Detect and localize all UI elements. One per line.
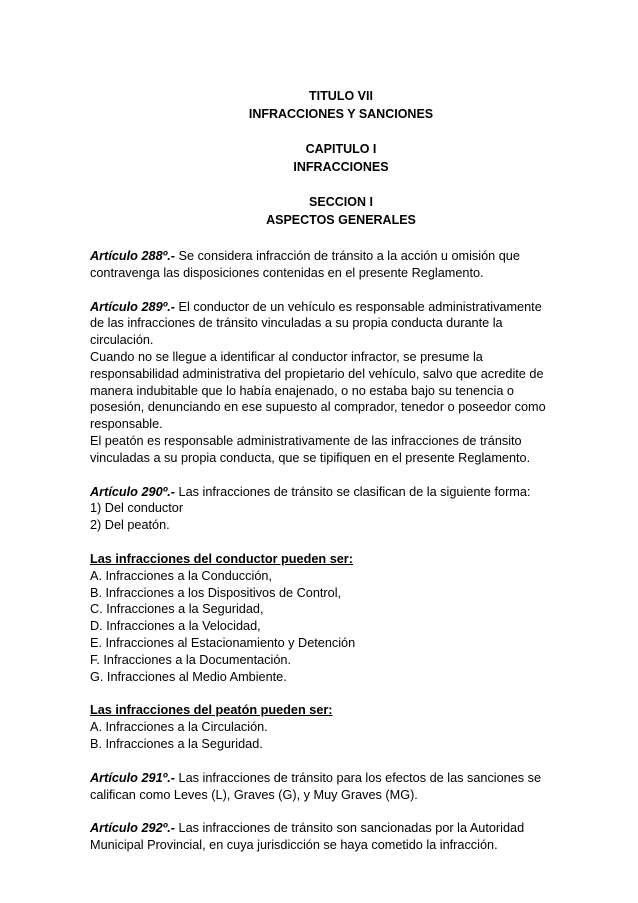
document-body xyxy=(90,248,552,854)
article-290-label: Artículo 290º.- xyxy=(90,484,176,499)
title-block xyxy=(90,87,552,123)
article-292-text: Las infracciones de tránsito son sancionadas por la Autoridad Municipal Provincial, en cuya jurisdicción se haya cometido la infracción. xyxy=(90,821,525,853)
list-item: A. Infracciones a la Circulación. xyxy=(90,720,268,735)
list-item: B. Infracciones a los Dispositivos de Control, xyxy=(90,585,342,600)
article-289-text-1: El conductor de un vehículo es responsable administrativamente de las infracciones de tránsito vinculadas a su propia conducta durante la circulación. xyxy=(90,299,542,348)
list-item: C. Infracciones a la Seguridad, xyxy=(90,602,264,617)
document-page xyxy=(90,87,552,854)
article-291 xyxy=(90,770,552,804)
section-line-2: ASPECTOS GENERALES xyxy=(266,213,416,227)
title-line-1: TITULO VII xyxy=(309,89,373,103)
chapter-block xyxy=(90,140,552,176)
article-292 xyxy=(90,820,552,854)
article-288-label: Artículo 288º.- xyxy=(90,249,176,263)
list-item: D. Infracciones a la Velocidad, xyxy=(90,619,261,634)
title-line-2: INFRACCIONES Y SANCIONES xyxy=(248,107,434,121)
list-item: F. Infracciones a la Documentación. xyxy=(90,652,291,667)
chapter-line-1: CAPITULO I xyxy=(305,142,377,156)
section-line-1: SECCION I xyxy=(309,195,373,209)
peaton-infractions xyxy=(90,702,552,752)
article-289-text-3: El peatón es responsable administrativamente de las infracciones de tránsito vinculadas a su propia conducta, que se tipifiquen en el presente Reglamento. xyxy=(90,433,531,465)
conductor-infractions-heading: Las infracciones del conductor pueden ser: xyxy=(90,551,353,566)
article-289-text-2: Cuando no se llegue a identificar al conductor infractor, se presume la responsabilidad administrativa del propietario del vehículo, salvo que acredite de manera indubitable que lo había enajenado, o no estaba bajo su tenencia o posesión, denunciando en ese supuesto al comprador, tenedor o poseedor como responsable. xyxy=(90,349,546,432)
list-item: A. Infracciones a la Conducción, xyxy=(90,568,272,583)
list-item: B. Infracciones a la Seguridad. xyxy=(90,736,263,751)
article-288 xyxy=(90,248,552,282)
list-item: 1) Del conductor xyxy=(90,501,184,516)
article-289-label: Artículo 289º.- xyxy=(90,299,176,314)
article-291-text: Las infracciones de tránsito para los efectos de las sanciones se califican como Leves (L), Graves (G), y Muy Graves (MG). xyxy=(90,770,542,802)
conductor-infractions xyxy=(90,551,552,685)
article-290 xyxy=(90,484,552,534)
article-289 xyxy=(90,299,552,467)
article-291-label: Artículo 291º.- xyxy=(90,770,176,785)
peaton-infractions-heading: Las infracciones del peatón pueden ser: xyxy=(90,703,333,718)
list-item: G. Infracciones al Medio Ambiente. xyxy=(90,669,287,684)
article-288-text: Se considera infracción de tránsito a la acción u omisión que contravenga las disposiciones contenidas en el presente Reglamento. xyxy=(90,249,520,280)
section-block xyxy=(90,193,552,229)
article-292-label: Artículo 292º.- xyxy=(90,821,176,836)
article-290-text: Las infracciones de tránsito se clasifican de la siguiente forma: xyxy=(175,484,531,499)
chapter-line-2: INFRACCIONES xyxy=(293,160,389,174)
list-item: E. Infracciones al Estacionamiento y Detención xyxy=(90,635,356,650)
list-item: 2) Del peatón. xyxy=(90,518,170,533)
